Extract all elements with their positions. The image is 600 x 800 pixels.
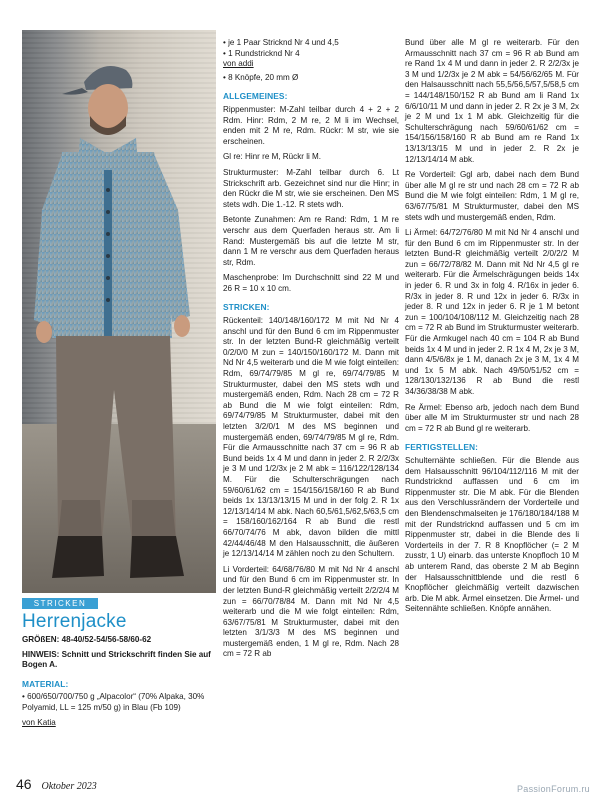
man-in-cardigan-figure <box>22 30 216 593</box>
finishing-heading: FERTIGSTELLEN: <box>405 442 479 453</box>
tools-item-3: • 8 Knöpfe, 20 mm Ø <box>223 72 299 82</box>
general-heading: ALLGEMEINES: <box>223 91 288 102</box>
hint-line: HINWEIS: Schnitt und Strickschrift finden Sie auf Bogen A. <box>22 649 211 670</box>
increases-text: Betonte Zunahmen: Am re Rand: Rdm, 1 M re verschr aus dem Querfaden heraus str. Am li Rand: Mustergemäß bis auf die letzte M str, dann 1 M re verschr aus dem Querfaden heraus str, Rdm. <box>223 215 399 267</box>
instructions-column-middle <box>223 38 399 665</box>
finishing-text: Schulternähte schließen. Für die Blende aus dem Halsausschnitt 96/104/112/116 M mit der Rundstricknd auffassen und 6 cm im Rippenmuster str. Die M abk. Für die Blenden aus den Verschlussrändern der Vorderteile und den Blendenschmalseiten je 176/180/184/188 M mit der Rundstricknd auffassen und 5 cm im Rippenmuster str, dabei in die Blende des li Vorderteils in der 7. R 8 Knopflöcher (= 2 M zusstr, 1 U) einarb. das unterste Knopfloch 10 M ab unterem Rand, das oberste 2 M ab Beginn der Halsausschnittblende und die restl 6 Knopflöcher gleichmäßig verteilt dazwischen arb. Die M abk. Ärmel einsetzen. Die Ärmel- und Seitennähte schließen. Knöpfe annähen. <box>405 455 579 614</box>
material-text: • 600/650/700/750 g „Alpacolor“ (70% Alpaka, 30% Polyamid, LL = 125 m/50 g) in Blau (Fb 109) <box>22 692 205 712</box>
stockinette-text: Gl re: Hinr re M, Rückr li M. <box>223 152 322 162</box>
page-footer <box>16 776 97 792</box>
material-heading: MATERIAL: <box>22 678 69 689</box>
gauge-text: Maschenprobe: Im Durchschnitt sind 22 M und 26 R = 10 x 10 cm. <box>223 273 399 293</box>
page-number: 46 <box>16 776 32 792</box>
tools-brand: von addi <box>223 59 254 69</box>
left-info-block <box>22 635 212 732</box>
right-sleeve-text: Re Ärmel: Ebenso arb, jedoch nach dem Bund über alle M im Strukturmuster str und nach 28 cm = 72 R ab Bund gl re weiterarb. <box>405 402 579 433</box>
back-piece-text: Rückenteil: 140/148/160/172 M mit Nd Nr 4 anschl und für den Bund 6 cm im Rippenmuster str. In der letzten Bund-R gleichmäßig verteilt 0/2/0/0 M zun = 140/150/160/172 M. Dann mit Nd Nr 4,5 weiterarb und die M wie folgt einteilen: Rdm, 69/74/79/85 M gl re, 69/74/79/85 M Strukturmuster, dabei den MS stets wdh und mustergemäß enden, Rdm. Nach 28 cm = 72 R ab Bund die M wie folgt einteilen: Rdm, 69/74/79/85 M Strukturmuster, dabei mit den letzten 3/2/0/1 M des MS beginnen und mustergemäß enden, 69/74/79/85 M gl re, Rdm. Für die Armausschnitte nach 37 cm = 96 R ab Bund beids 1x 4 M und dann in jeder 2. R 2/2/3x je 3 M und 1/2/3x je 2 M abk = 116/122/128/134 M. Für die Schulterschrägungen nach 59/60/61/62 cm = 154/156/158/160 R ab Bund beids 1x 13/13/13/15 M und in der folg 2. R 1x 12/13/14/14 M abk. Nach 60,5/61,5/62,5/63,5 cm = 158/160/162/164 R ab Bund die restl 66/70/74/76 M abk, davon bilden die mittl 42/44/46/48 M den Halsausschnitt, die äußeren je 12/13/14/14 M zählen noch zu den Schultern. <box>223 316 399 559</box>
left-front-continued-text: Bund über alle M gl re weiterarb. Für den Armausschnitt nach 37 cm = 96 R ab Bund am re Rand 1x 4 M und dann in jeder 2. R 2/2/3x je 3 M und 1/2/3x je 2 M abk = 54/56/62/65 M. Für den Halsausschnitt nach 55,5/56,5/57,5/58,5 cm = 144/148/150/152 R ab Bund am li Rand 1x 6/6/10/11 M und dann in jeder 2. R 2x je 3 M, 2x je 2 M und 1x 1 M abk. Gleichzeitig für die Schulterschrägung nach 59/60/61/62 cm = 154/156/158/160 R ab Bund am re Rand 1x 13/13/13/15 M und in jeder 2. R 2x je 12/13/14/14 M abk. <box>405 38 579 164</box>
left-front-text: Li Vorderteil: 64/68/76/80 M mit Nd Nr 4 anschl und für den Bund 6 cm im Rippenmuster str. In der letzten Bund-R gleichmäßig verteilt 2/2/2/4 M zun = 66/70/78/84 M. Dann mit Nd Nr 4,5 weiterarb und die M wie folgt einteilen: Rdm, 63/67/75/81 M Strukturmuster, dabei mit den letzten 3/1/3/3 M des MS beginnen und mustergemäß enden, 1 M gl re, Rdm. Nach 28 cm = 72 R ab <box>223 564 399 659</box>
texture-pattern-text: Strukturmuster: M-Zahl teilbar durch 6. Lt Strickschrift arb. Gezeichnet sind nur die Hinr; in den Rückr die M str, wie sie erscheinen. Den MS stets wdh. Die 1.-12. R stets wdh. <box>223 167 399 209</box>
sizes-line: GRÖßEN: 48-40/52-54/56-58/60-62 <box>22 635 152 644</box>
knitting-heading: STRICKEN: <box>223 302 270 313</box>
watermark: PassionForum.ru <box>516 784 590 794</box>
category-tag: STRICKEN <box>22 598 98 609</box>
instructions-column-right <box>405 38 579 620</box>
pattern-title: Herrenjacke <box>22 611 127 632</box>
tools-item-1: • je 1 Paar Stricknd Nr 4 und 4,5 <box>223 38 339 47</box>
issue-date: Oktober 2023 <box>41 781 97 792</box>
rib-pattern-text: Rippenmuster: M-Zahl teilbar durch 4 + 2 + 2 Rdm. Hinr: Rdm, 2 M re, 2 M li im Wechsel, enden mit 2 M re, Rdm. Rückr: M str, wie sie erscheinen. <box>223 104 399 146</box>
right-front-text: Re Vorderteil: Ggl arb, dabei nach dem Bund über alle M gl re str und nach 28 cm = 72 R ab Bund die M wie folgt einteilen: Rdm, 1 M gl re, 63/67/75/81 M Strukturmuster, dabei den MS stets wdh und mustergemäß enden, Rdm. <box>405 170 579 222</box>
tools-item-2: • 1 Rundstricknd Nr 4 <box>223 48 300 58</box>
model-photo <box>22 30 216 593</box>
material-brand: von Katia <box>22 717 56 727</box>
left-sleeve-text: Li Ärmel: 64/72/76/80 M mit Nd Nr 4 anschl und für den Bund 6 cm im Rippenmuster str. In der letzten Bund-R gleichmäßig verteilt 2/0/2/2 M zun = 66/72/78/82 M. Dann mit Nd Nr 4,5 gl re weiterarb. Für die Ärmelschrägungen beids 14x in jeder 6. R und 3x in folg 4. R/16x in jeder 6. R/3x in jeder 8. R und 12x in jeder 6. R/3x in jeder 8. R und 12x in jeder 6. R je 1 M betont zun = 100/104/108/112 M. Gleichzeitig nach 28 cm = 72 R ab Bund im Strukturmuster weiterarb. Für die Armkugel nach 40 cm = 104 R ab Bund beids 1x 4 M und in jeder 2. R 1x 4 M, 2x je 3 M, dann 4/5/6/8x je 1 M, danach 2x je 3 M, 1x 4 M und 1x 5 M abk. Nach 49/50/51/52 cm = 128/130/132/136 R ab Bund die restl 34/36/38/38 M abk. <box>405 228 579 396</box>
